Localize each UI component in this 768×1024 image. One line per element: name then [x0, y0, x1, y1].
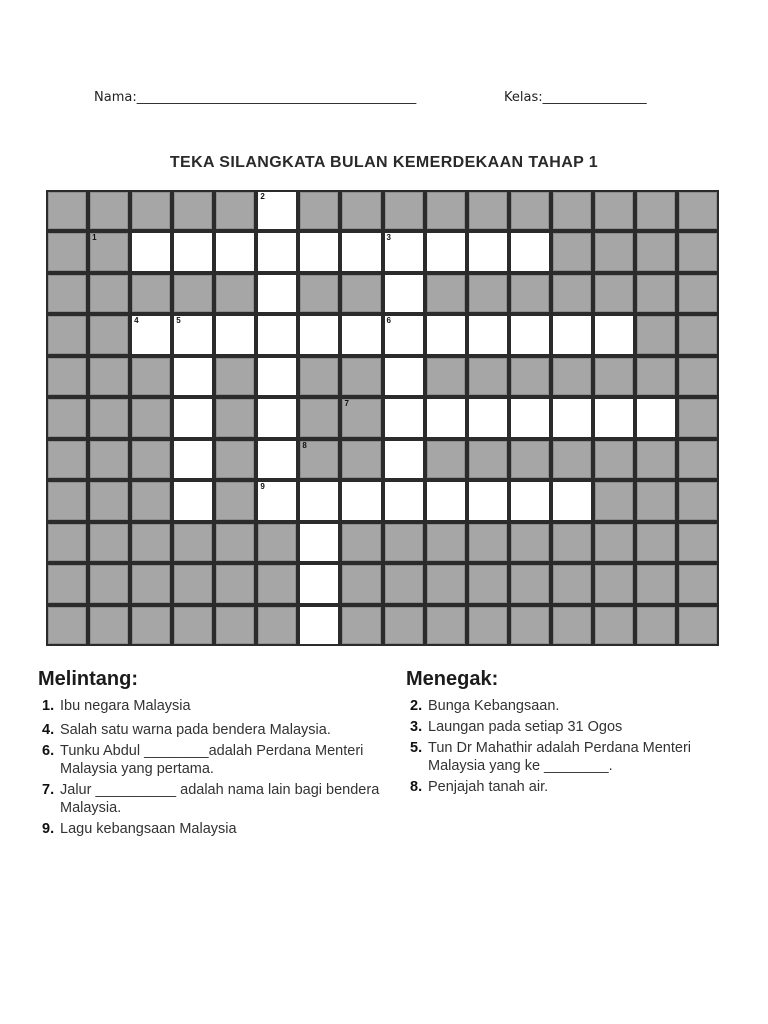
blocked-cell	[677, 439, 719, 480]
down-clue	[406, 718, 746, 736]
answer-cell[interactable]	[298, 314, 340, 355]
answer-cell[interactable]	[130, 231, 172, 272]
clue-text: Penjajah tanah air.	[428, 779, 549, 795]
clue-number: 1.	[42, 698, 55, 714]
blocked-cell	[593, 273, 635, 314]
blocked-cell	[130, 563, 172, 604]
clue-text: Ibu negara Malaysia	[60, 698, 191, 714]
blocked-cell	[214, 190, 256, 231]
answer-cell[interactable]	[298, 480, 340, 521]
blocked-cell	[340, 563, 382, 604]
across-clue	[38, 721, 398, 739]
blocked-cell	[467, 273, 509, 314]
answer-cell[interactable]	[172, 397, 214, 438]
blocked-cell	[172, 190, 214, 231]
blocked-cell	[298, 273, 340, 314]
answer-cell[interactable]	[551, 480, 593, 521]
blocked-cell	[467, 563, 509, 604]
answer-cell[interactable]	[425, 397, 467, 438]
blocked-cell	[635, 190, 677, 231]
blocked-cell	[509, 273, 551, 314]
answer-cell[interactable]	[467, 480, 509, 521]
blocked-cell	[635, 563, 677, 604]
blocked-cell	[46, 231, 88, 272]
blocked-cell	[46, 314, 88, 355]
blocked-cell	[46, 563, 88, 604]
answer-cell[interactable]	[172, 356, 214, 397]
answer-cell[interactable]	[425, 231, 467, 272]
blocked-cell	[593, 231, 635, 272]
blocked-cell	[677, 605, 719, 646]
blocked-cell	[467, 522, 509, 563]
answer-cell[interactable]	[425, 480, 467, 521]
answer-cell[interactable]	[214, 314, 256, 355]
clue-text: Tun Dr Mahathir adalah Perdana Menteri Malaysia yang ke ________.	[428, 740, 692, 774]
answer-cell[interactable]	[298, 563, 340, 604]
answer-cell[interactable]	[383, 397, 425, 438]
down-clues	[406, 668, 746, 799]
cell-number: 4	[134, 316, 139, 326]
blocked-cell	[340, 356, 382, 397]
answer-cell[interactable]	[509, 480, 551, 521]
blocked-cell	[88, 397, 130, 438]
blocked-cell	[88, 439, 130, 480]
blocked-cell	[677, 522, 719, 563]
cell-number: 2	[260, 192, 265, 201]
blocked-cell	[635, 356, 677, 397]
blocked-cell	[130, 356, 172, 397]
blocked-cell	[88, 563, 130, 604]
blocked-cell	[214, 522, 256, 563]
blocked-cell	[635, 480, 677, 521]
crossword-grid	[46, 190, 719, 646]
blocked-cell	[383, 605, 425, 646]
clue-number: 2.	[410, 698, 423, 714]
blocked-cell	[214, 563, 256, 604]
cell-number: 8	[302, 440, 307, 450]
blocked-cell	[130, 397, 172, 438]
worksheet-title: TEKA SILANGKATA BULAN KEMERDEKAAN TAHAP 1	[169, 154, 599, 171]
blocked-cell	[214, 439, 256, 480]
name-field[interactable]: Nama:___________________________________________	[94, 90, 417, 105]
blocked-cell	[635, 231, 677, 272]
blocked-cell	[467, 190, 509, 231]
answer-cell[interactable]	[256, 314, 298, 355]
cell-number: 5	[176, 316, 181, 326]
down-clue	[406, 739, 746, 775]
blocked-cell	[509, 356, 551, 397]
blocked-cell	[88, 356, 130, 397]
blocked-cell	[425, 190, 467, 231]
answer-cell[interactable]	[172, 439, 214, 480]
answer-cell[interactable]	[509, 231, 551, 272]
answer-cell[interactable]	[551, 314, 593, 355]
blocked-cell	[46, 397, 88, 438]
blocked-cell	[340, 605, 382, 646]
answer-cell[interactable]	[593, 397, 635, 438]
answer-cell[interactable]	[256, 356, 298, 397]
blocked-cell	[214, 480, 256, 521]
blocked-cell	[130, 480, 172, 521]
clue-text: Jalur __________ adalah nama lain bagi bendera Malaysia.	[60, 782, 380, 816]
blocked-cell	[425, 605, 467, 646]
answer-cell[interactable]	[383, 439, 425, 480]
blocked-cell	[677, 273, 719, 314]
cell-number: 9	[260, 482, 265, 492]
blocked-cell	[383, 563, 425, 604]
blocked-cell	[130, 190, 172, 231]
blocked-cell	[88, 231, 130, 272]
clue-number: 7.	[42, 782, 55, 798]
blocked-cell	[509, 190, 551, 231]
answer-cell[interactable]	[298, 522, 340, 563]
clue-text: Tunku Abdul ________adalah Perdana Menteri Malaysia yang pertama.	[60, 743, 364, 777]
blocked-cell	[340, 397, 382, 438]
blocked-cell	[172, 605, 214, 646]
blocked-cell	[551, 605, 593, 646]
answer-cell[interactable]	[383, 480, 425, 521]
down-clue	[406, 697, 746, 715]
answer-cell[interactable]	[214, 231, 256, 272]
blocked-cell	[635, 314, 677, 355]
blocked-cell	[88, 273, 130, 314]
blocked-cell	[46, 356, 88, 397]
across-clue	[38, 697, 398, 715]
blocked-cell	[130, 439, 172, 480]
blocked-cell	[467, 439, 509, 480]
answer-cell[interactable]	[256, 273, 298, 314]
blocked-cell	[425, 356, 467, 397]
blocked-cell	[298, 356, 340, 397]
blocked-cell	[635, 439, 677, 480]
blocked-cell	[425, 563, 467, 604]
blocked-cell	[46, 480, 88, 521]
clue-number: 3.	[410, 719, 423, 735]
blocked-cell	[88, 522, 130, 563]
blocked-cell	[46, 605, 88, 646]
answer-cell[interactable]	[467, 397, 509, 438]
answer-cell[interactable]	[551, 397, 593, 438]
answer-cell[interactable]	[593, 314, 635, 355]
blocked-cell	[88, 480, 130, 521]
answer-cell[interactable]	[130, 314, 172, 355]
blocked-cell	[509, 522, 551, 563]
clue-text: Bunga Kebangsaan.	[428, 698, 560, 714]
clue-number: 9.	[42, 821, 55, 837]
blocked-cell	[551, 231, 593, 272]
blocked-cell	[467, 605, 509, 646]
answer-cell[interactable]	[383, 273, 425, 314]
cell-number: 6	[386, 316, 391, 326]
blocked-cell	[593, 190, 635, 231]
across-clues	[38, 668, 398, 841]
answer-cell[interactable]	[340, 231, 382, 272]
across-heading: Melintang:	[38, 668, 138, 690]
blocked-cell	[677, 356, 719, 397]
blocked-cell	[551, 356, 593, 397]
answer-cell[interactable]	[425, 314, 467, 355]
clue-number: 5.	[410, 740, 423, 756]
answer-cell[interactable]	[635, 397, 677, 438]
blocked-cell	[214, 605, 256, 646]
blocked-cell	[425, 273, 467, 314]
blocked-cell	[172, 563, 214, 604]
blocked-cell	[46, 190, 88, 231]
header-line	[0, 90, 768, 110]
blocked-cell	[551, 273, 593, 314]
blocked-cell	[130, 522, 172, 563]
blocked-cell	[677, 190, 719, 231]
blocked-cell	[635, 273, 677, 314]
blocked-cell	[298, 439, 340, 480]
clue-number: 4.	[42, 722, 55, 738]
clue-number: 6.	[42, 743, 55, 759]
clue-text: Laungan pada setiap 31 Ogos	[428, 719, 623, 735]
blocked-cell	[214, 356, 256, 397]
blocked-cell	[256, 605, 298, 646]
blocked-cell	[677, 397, 719, 438]
cell-number: 7	[344, 399, 349, 409]
blocked-cell	[256, 563, 298, 604]
blocked-cell	[677, 480, 719, 521]
blocked-cell	[46, 439, 88, 480]
answer-cell[interactable]	[256, 190, 298, 231]
down-clue	[406, 778, 746, 796]
blocked-cell	[551, 563, 593, 604]
blocked-cell	[172, 273, 214, 314]
blocked-cell	[677, 314, 719, 355]
clue-text: Salah satu warna pada bendera Malaysia.	[60, 722, 331, 738]
answer-cell[interactable]	[383, 314, 425, 355]
answer-cell[interactable]	[172, 231, 214, 272]
blocked-cell	[383, 522, 425, 563]
blocked-cell	[298, 397, 340, 438]
down-heading: Menegak:	[406, 668, 499, 690]
blocked-cell	[298, 190, 340, 231]
blocked-cell	[509, 563, 551, 604]
answer-cell[interactable]	[383, 231, 425, 272]
blocked-cell	[593, 439, 635, 480]
blocked-cell	[551, 190, 593, 231]
answer-cell[interactable]	[256, 480, 298, 521]
blocked-cell	[509, 439, 551, 480]
answer-cell[interactable]	[298, 605, 340, 646]
blocked-cell	[340, 190, 382, 231]
answer-cell[interactable]	[298, 231, 340, 272]
clue-number: 8.	[410, 779, 423, 795]
blocked-cell	[509, 605, 551, 646]
blocked-cell	[593, 563, 635, 604]
answer-cell[interactable]	[256, 439, 298, 480]
blocked-cell	[88, 190, 130, 231]
blocked-cell	[593, 522, 635, 563]
blocked-cell	[172, 522, 214, 563]
blocked-cell	[677, 563, 719, 604]
across-clue	[38, 742, 398, 778]
blocked-cell	[88, 314, 130, 355]
blocked-cell	[593, 356, 635, 397]
blocked-cell	[340, 273, 382, 314]
clue-text: Lagu kebangsaan Malaysia	[60, 821, 237, 837]
blocked-cell	[340, 522, 382, 563]
answer-cell[interactable]	[467, 231, 509, 272]
blocked-cell	[214, 397, 256, 438]
blocked-cell	[214, 273, 256, 314]
blocked-cell	[551, 522, 593, 563]
blocked-cell	[130, 273, 172, 314]
blocked-cell	[593, 605, 635, 646]
answer-cell[interactable]	[172, 480, 214, 521]
blocked-cell	[425, 439, 467, 480]
answer-cell[interactable]	[509, 314, 551, 355]
cell-number: 1	[92, 233, 97, 243]
blocked-cell	[383, 190, 425, 231]
blocked-cell	[635, 605, 677, 646]
answer-cell[interactable]	[340, 480, 382, 521]
cell-number: 3	[386, 233, 391, 243]
class-field[interactable]: Kelas:________________	[504, 90, 647, 105]
blocked-cell	[551, 439, 593, 480]
answer-cell[interactable]	[172, 314, 214, 355]
answer-cell[interactable]	[467, 314, 509, 355]
answer-cell[interactable]	[383, 356, 425, 397]
answer-cell[interactable]	[340, 314, 382, 355]
blocked-cell	[425, 522, 467, 563]
blocked-cell	[88, 605, 130, 646]
across-clue	[38, 820, 398, 838]
blocked-cell	[593, 480, 635, 521]
answer-cell[interactable]	[256, 397, 298, 438]
blocked-cell	[256, 522, 298, 563]
across-clue	[38, 781, 398, 817]
blocked-cell	[677, 231, 719, 272]
answer-cell[interactable]	[509, 397, 551, 438]
blocked-cell	[130, 605, 172, 646]
blocked-cell	[467, 356, 509, 397]
blocked-cell	[46, 273, 88, 314]
blocked-cell	[635, 522, 677, 563]
blocked-cell	[340, 439, 382, 480]
blocked-cell	[46, 522, 88, 563]
answer-cell[interactable]	[256, 231, 298, 272]
